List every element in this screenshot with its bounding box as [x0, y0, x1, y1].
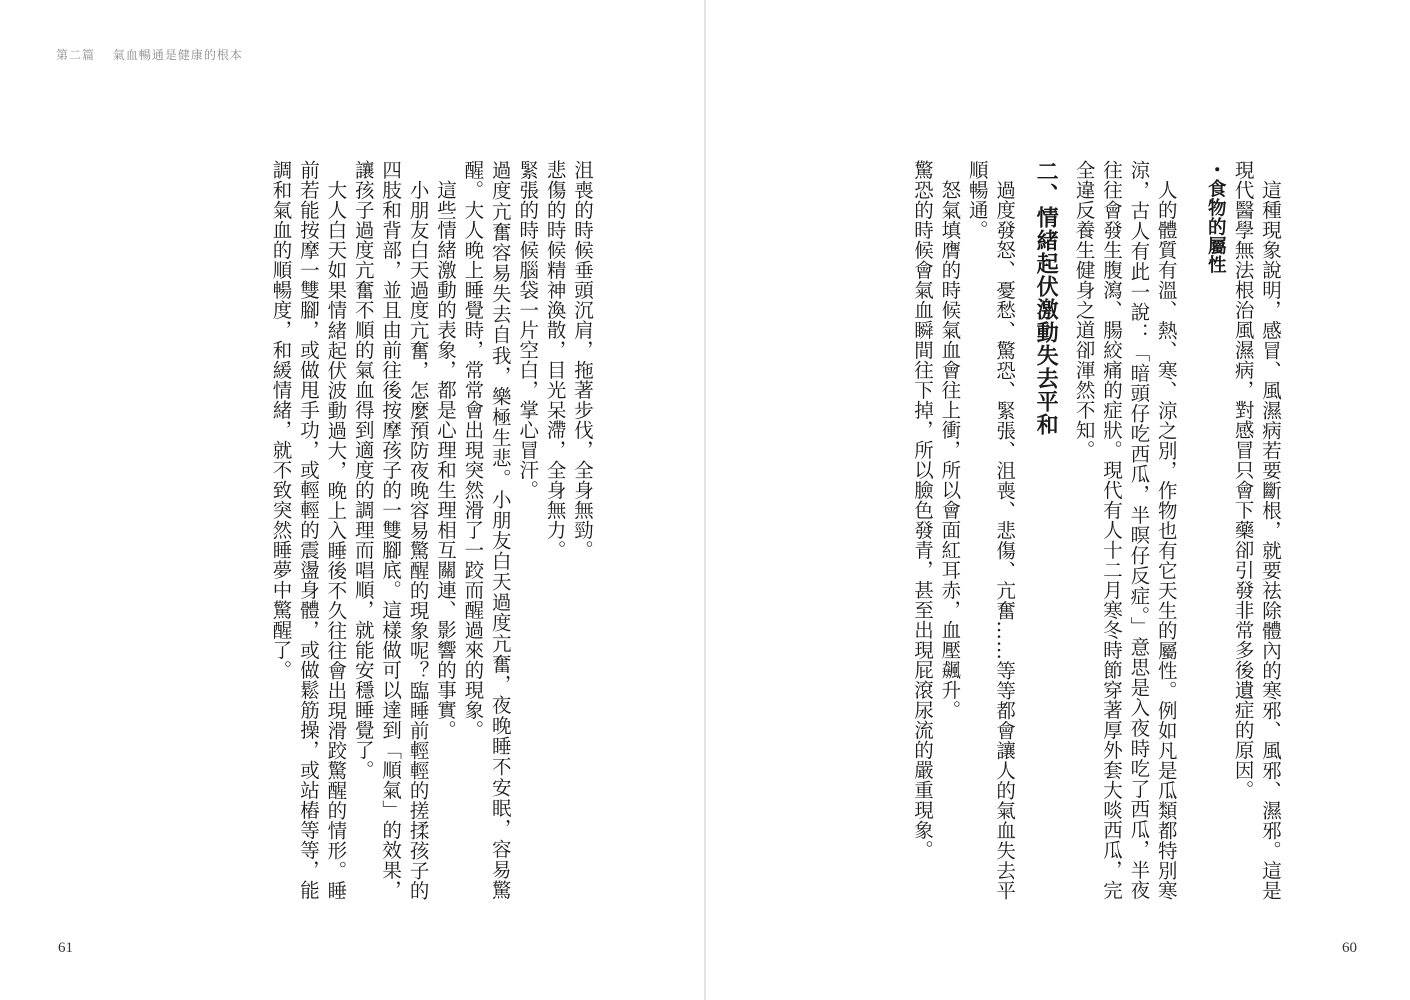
left-page [0, 0, 704, 1000]
paragraph: 小朋友白天過度亢奮，怎麼預防夜晚容易驚醒的現象呢？臨睡前輕輕的搓揉孩子的四肢和背部，並且由前往後按摩孩子的一雙腳底。這樣做可以達到「順氣」的效果，讓孩子過度亢奮不順的氣血得到適度的調理而唱順，就能安穩睡覺了。 [351, 160, 430, 900]
sub-heading: ・食物的屬性 [1205, 160, 1227, 274]
paragraph: 這種現象說明，感冒、風濕病若要斷根，就要祛除體內的寒邪、風邪、濕邪。這是現代醫學無法根治風濕病，對感冒只會下藥卻引發非常多後遺症的原因。 [1231, 160, 1282, 900]
left-page-body [269, 160, 596, 900]
paragraph: 大人白天如果情緒起伏波動過大，晚上入睡後不久往往會出現滑跤驚醒的情形。睡前若能按摩一雙腳，或做甩手功，或輕輕的震盪身體，或做鬆筋操，或站樁等等，能調和氣血的順暢度，和緩情緒，就不致突然睡夢中驚醒了。 [269, 160, 348, 900]
paragraph: 緊張的時候腦袋一片空白，掌心冒汗。 [516, 160, 540, 500]
page-number-right: 60 [1342, 940, 1357, 956]
paragraph: 悲傷的時候精神渙散，目光呆滯，全身無力。 [543, 160, 567, 560]
paragraph: 過度發怒、憂愁、驚恐、緊張、沮喪、悲傷、亢奮……等等都會讓人的氣血失去平順暢通。 [965, 160, 1017, 900]
paragraph: 驚恐的時候會氣血瞬間往下掉，所以臉色發青，甚至出現屁滾尿流的嚴重現象。 [910, 160, 934, 860]
running-head: 第二篇 氣血暢通是健康的根本 [56, 48, 243, 62]
paragraph: 過度亢奮容易失去自我，樂極生悲。小朋友白天過度亢奮，夜晚睡不安眠，容易驚醒。大人晚上睡覺時，常常會出現突然滑了一跤而醒過來的現象。 [461, 160, 512, 900]
paragraph: 沮喪的時候垂頭沉肩，拖著步伐，全身無勁。 [571, 160, 594, 560]
section-heading: 二、情緒起伏激動失去平和 [1033, 160, 1059, 436]
paragraph: 怒氣填膺的時候氣血會往上衝，所以會面紅耳赤，血壓飆升。 [938, 179, 962, 720]
right-page [706, 0, 1410, 1000]
paragraph: 這些情緒激動的表象，都是心理和生理相互關連、影響的事實。 [433, 179, 457, 740]
right-page-body [896, 160, 1306, 900]
page-number-left: 61 [58, 940, 73, 956]
paragraph: 人的體質有溫、熱、寒、涼之別，作物也有它天生的屬性。例如凡是瓜類都特別寒涼，古人有此一說：「暗頭仔吃西瓜，半暝仔反症。」意思是入夜時吃了西瓜，半夜往往會發生腹瀉、腸絞痛的症狀。現代有人十二月寒冬時節穿著厚外套大啖西瓜，完全違反養生健身之道卻渾然不知。 [1072, 160, 1178, 900]
